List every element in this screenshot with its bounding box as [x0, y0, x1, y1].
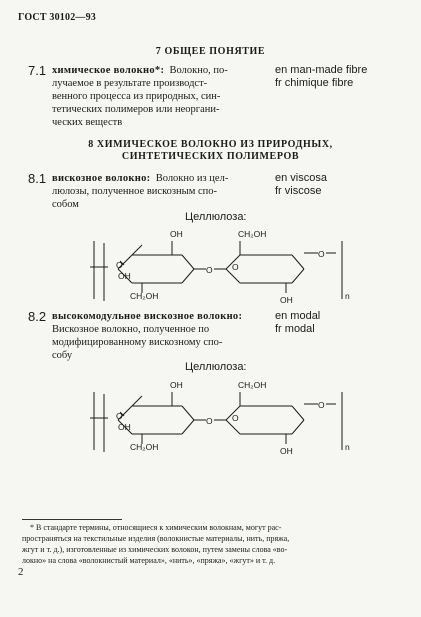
term-8-1-term: вискозное волокно:	[52, 173, 151, 184]
term-8-2-def-line: модифицированному вискозному спо-	[52, 337, 223, 348]
term-8-2-term: высокомодульное вискозное волокно:	[52, 311, 243, 322]
footnote-line: локно» на слова «волокнистый материал», «нить», «пряжа», «жгут» и т. д.	[22, 556, 276, 565]
ring-1-oxygen-label: O	[116, 411, 123, 421]
term-7-1-fr: fr chimique fibre	[275, 77, 354, 89]
page-number: 2	[18, 566, 24, 578]
term-8-1-def-line: Волокно из цел-	[155, 173, 229, 184]
tail-oxygen-label: O	[318, 249, 325, 259]
oh-top-label: OH	[170, 380, 183, 390]
term-8-2-fr: fr modal	[275, 323, 315, 335]
footnote-divider	[22, 519, 122, 520]
term-7-1-body	[52, 64, 262, 129]
structure-1-caption: Целлюлоза:	[185, 211, 247, 223]
term-8-1-body	[52, 172, 267, 211]
ring-2-oxygen-label: O	[232, 262, 239, 272]
oh-right-label: OH	[280, 446, 293, 456]
bridge-oxygen-label: O	[206, 416, 213, 426]
term-8-1-def-line: собом	[52, 199, 79, 210]
footnote	[22, 522, 407, 566]
ring-1-oxygen-label: O	[116, 260, 123, 270]
structure-2-caption: Целлюлоза:	[185, 361, 247, 373]
term-7-1-term: химическое волокно*:	[52, 65, 165, 76]
term-7-1-number: 7.1	[28, 63, 47, 78]
term-7-1-def-line: венного процесса из природных, син-	[52, 91, 221, 102]
term-7-1-def-line: лучаемое в результате производст-	[52, 78, 208, 89]
bridge-oxygen-label: O	[206, 265, 213, 275]
cellulose-structure-2	[90, 374, 350, 454]
ch2oh-top-label: CH₂OH	[238, 380, 267, 390]
oh-right-label: OH	[280, 295, 293, 305]
ch2oh-bottom-label: CH₂OH	[130, 442, 159, 452]
tail-oxygen-label: O	[318, 400, 325, 410]
term-7-1-en: en man-made fibre	[275, 64, 368, 76]
term-8-1-en: en viscosa	[275, 172, 327, 184]
subscript-n: n	[345, 442, 350, 452]
term-8-1-first-line	[52, 172, 267, 185]
term-8-2-body	[52, 310, 267, 362]
oh-top-label: OH	[170, 229, 183, 239]
term-7-1-def-line: Волокно, по-	[169, 65, 228, 76]
term-7-1-def-line: ческих веществ	[52, 117, 123, 128]
term-7-1-first-line	[52, 64, 262, 77]
term-8-1-fr: fr viscose	[275, 185, 322, 197]
term-8-2-en: en modal	[275, 310, 321, 322]
section-8-title-line1: 8 ХИМИЧЕСКОЕ ВОЛОКНО ИЗ ПРИРОДНЫХ,	[88, 139, 333, 150]
ch2oh-top-label: CH₂OH	[238, 229, 267, 239]
ring-2-oxygen-label: O	[232, 413, 239, 423]
cellulose-structure-1	[90, 223, 350, 303]
footnote-line: * В стандарте термины, относящиеся к химическим волокнам, могут рас-	[30, 523, 282, 532]
term-8-1-def-line: люлозы, полученное вискозным спо-	[52, 186, 218, 197]
term-8-2-number: 8.2	[28, 309, 47, 324]
oh-left-label: OH	[118, 271, 131, 281]
footnote-line: жгут и т. д.), изготовленные из химических волокон, путем замены слова «во-	[22, 545, 288, 554]
term-7-1-def-line: тетических полимеров или неоргани-	[52, 104, 220, 115]
document-code: ГОСТ 30102—93	[18, 12, 97, 23]
term-8-1-number: 8.1	[28, 171, 47, 186]
section-8-title-line2: СИНТЕТИЧЕСКИХ ПОЛИМЕРОВ	[121, 151, 300, 162]
subscript-n: n	[345, 291, 350, 301]
section-7-title: 7 ОБЩЕЕ ПОНЯТИЕ	[155, 46, 266, 57]
footnote-line: пространяться на текстильные изделия (волокнистые материалы, нить, пряжа,	[22, 534, 290, 543]
oh-left-label: OH	[118, 422, 131, 432]
term-8-2-first-line	[52, 310, 267, 323]
ch2oh-bottom-label: CH₂OH	[130, 291, 159, 301]
term-8-2-def-line: собу	[52, 350, 73, 361]
term-8-2-def-line: Вискозное волокно, полученное по	[52, 324, 210, 335]
